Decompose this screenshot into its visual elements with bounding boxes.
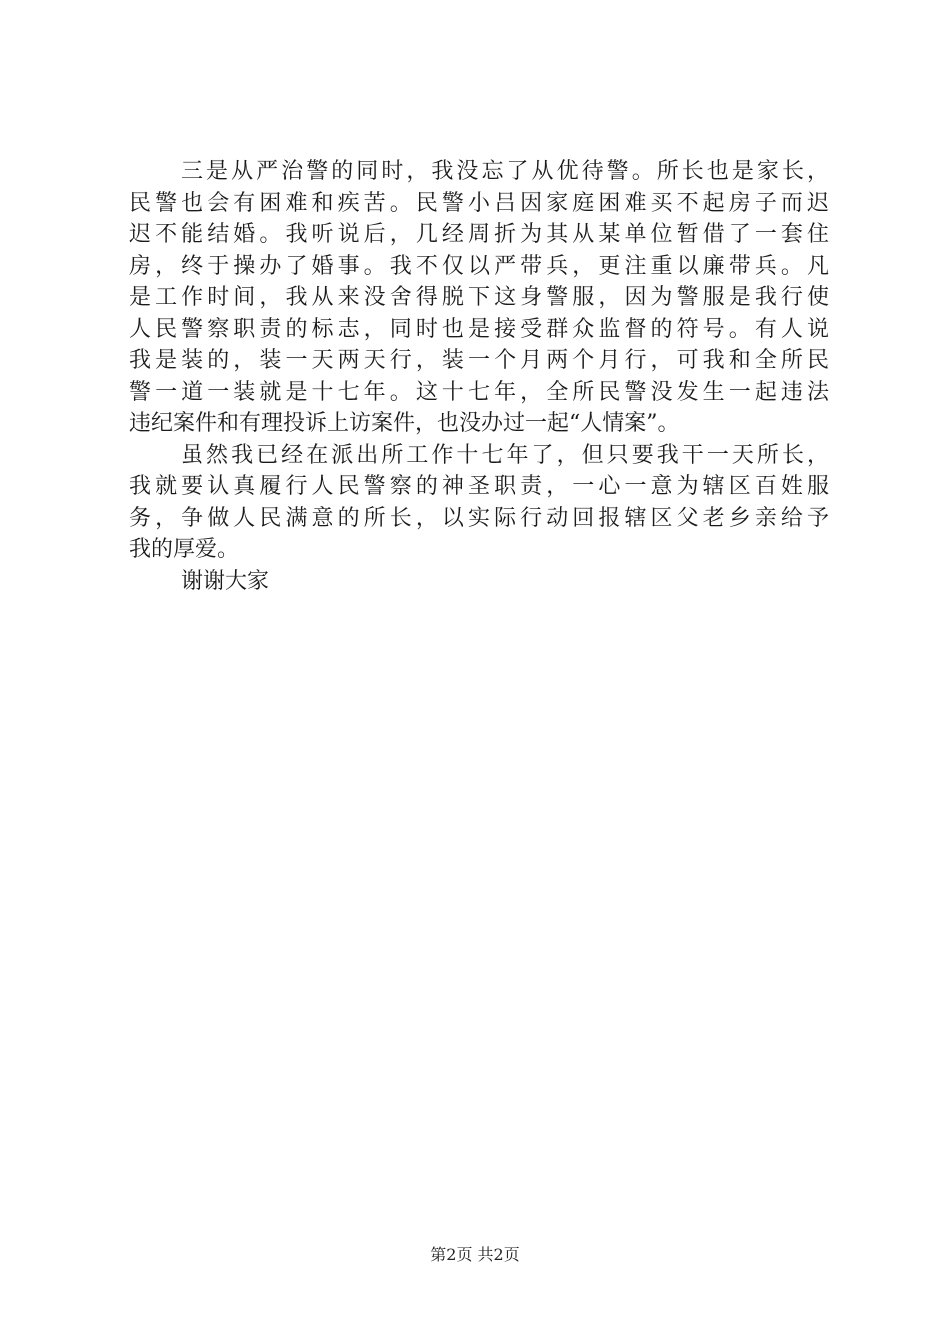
paragraph-line: 虽然我已经在派出所工作十七年了，但只要我干一天所长，	[181, 442, 829, 468]
paragraph-line: 我是装的，装一天两天行，装一个月两个月行，可我和全所民	[129, 348, 829, 373]
paragraph-line: 警一道一装就是十七年。这十七年，全所民警没发生一起违法	[129, 379, 829, 405]
closing-line: 谢谢大家	[181, 568, 270, 594]
paragraph-line: 违纪案件和有理投诉上访案件，也没办过一起“人情案”。	[129, 411, 680, 436]
document-body	[129, 156, 829, 597]
paragraph-line: 人民警察职责的标志，同时也是接受群众监督的符号。有人说	[129, 316, 829, 342]
paragraph-line: 务，争做人民满意的所长，以实际行动回报辖区父老乡亲给予	[129, 505, 829, 531]
paragraph-3	[129, 566, 829, 598]
paragraph-line: 民警也会有困难和疾苦。民警小吕因家庭困难买不起房子而迟	[129, 190, 829, 216]
paragraph-line: 迟不能结婚。我听说后，几经周折为其从某单位暂借了一套住	[129, 222, 829, 247]
page-footer	[0, 1244, 950, 1266]
paragraph-line: 是工作时间，我从来没舍得脱下这身警服，因为警服是我行使	[129, 285, 829, 310]
paragraph-line: 三是从严治警的同时，我没忘了从优待警。所长也是家长，	[181, 159, 829, 184]
paragraph-line: 房，终于操办了婚事。我不仅以严带兵，更注重以廉带兵。凡	[129, 253, 829, 279]
page-number-label: 第2页 共2页	[430, 1245, 520, 1264]
paragraph-2	[129, 440, 829, 566]
paragraph-1	[129, 156, 829, 440]
paragraph-line: 我的厚爱。	[129, 537, 240, 562]
paragraph-line: 我就要认真履行人民警察的神圣职责，一心一意为辖区百姓服	[129, 474, 829, 499]
